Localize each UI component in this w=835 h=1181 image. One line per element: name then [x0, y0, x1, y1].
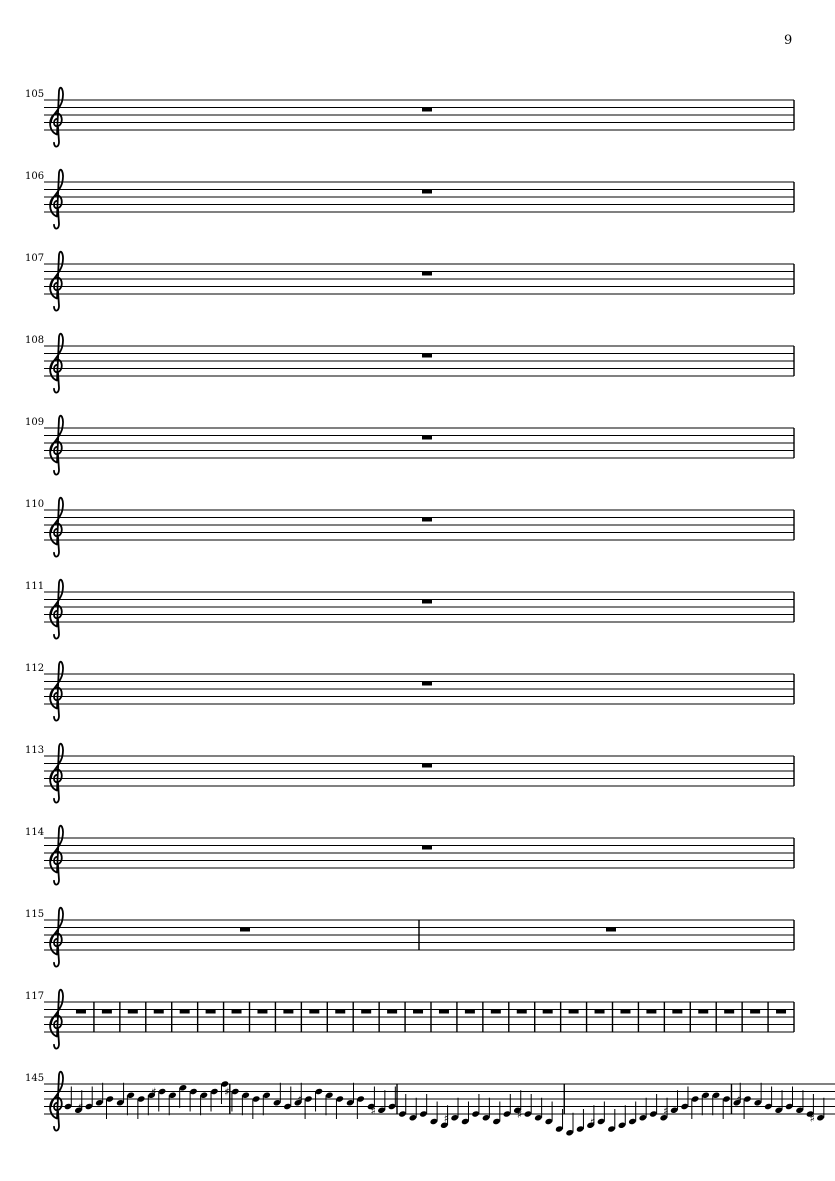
whole-rest-icon: [128, 1010, 138, 1014]
whole-rest-icon: [309, 1010, 319, 1014]
whole-rest-icon: [102, 1010, 112, 1014]
whole-rest-icon: [569, 1010, 579, 1014]
whole-rest-icon: [422, 272, 432, 276]
whole-rest-icon: [750, 1010, 760, 1014]
staff-system: [44, 744, 794, 803]
measure-number: 113: [25, 745, 45, 756]
whole-rest-icon: [422, 436, 432, 440]
measure-number: 115: [25, 909, 45, 920]
whole-rest-icon: [240, 928, 250, 932]
whole-rest-icon: [206, 1010, 216, 1014]
whole-rest-icon: [465, 1010, 475, 1014]
sharp-icon: ♯: [370, 1104, 376, 1118]
staff-system: [44, 826, 794, 885]
measure-number: 109: [25, 417, 45, 428]
measure-number: 117: [25, 991, 45, 1002]
whole-rest-icon: [180, 1010, 190, 1014]
staff-system: [44, 990, 794, 1049]
sharp-icon: ♯: [809, 1111, 815, 1125]
sharp-icon: ♯: [736, 1093, 742, 1106]
whole-rest-icon: [387, 1010, 397, 1014]
staff-system: [44, 252, 794, 311]
staff-system: [44, 498, 794, 557]
staff-system: [44, 334, 794, 393]
whole-rest-icon: [422, 600, 432, 604]
staff-system: [44, 88, 794, 147]
whole-rest-icon: [517, 1010, 527, 1014]
whole-rest-icon: [422, 190, 432, 194]
whole-rest-icon: [595, 1010, 605, 1014]
treble-clef-icon: [50, 990, 63, 1049]
sharp-icon: ♯: [663, 1104, 669, 1118]
treble-clef-icon: [50, 88, 63, 147]
whole-rest-icon: [724, 1010, 734, 1014]
measure-number: 105: [25, 89, 45, 100]
treble-clef-icon: [50, 334, 63, 393]
staff-system: [44, 580, 794, 639]
whole-rest-icon: [620, 1010, 630, 1014]
whole-rest-icon: [491, 1010, 501, 1014]
sharp-icon: ♯: [516, 1108, 523, 1121]
sharp-icon: ♯: [443, 1111, 450, 1125]
whole-rest-icon: [76, 1010, 86, 1014]
measure-number: 106: [25, 171, 45, 182]
whole-rest-icon: [646, 1010, 656, 1014]
whole-rest-icon: [543, 1010, 553, 1014]
staff-system: [44, 416, 794, 475]
treble-clef-icon: [50, 252, 63, 311]
treble-clef-icon: [50, 498, 63, 557]
treble-clef-icon: [50, 1072, 63, 1131]
staff-system: [44, 1072, 835, 1137]
whole-rest-icon: [776, 1010, 786, 1014]
whole-rest-icon: [154, 1010, 164, 1014]
whole-rest-icon: [257, 1010, 267, 1014]
page-number: 9: [784, 33, 793, 48]
whole-rest-icon: [283, 1010, 293, 1014]
whole-rest-icon: [413, 1010, 423, 1014]
measure-number: 112: [25, 663, 45, 674]
sharp-icon: ♯: [297, 1093, 303, 1106]
treble-clef-icon: [50, 170, 63, 229]
whole-rest-icon: [361, 1010, 371, 1014]
whole-rest-icon: [335, 1010, 345, 1014]
sharp-icon: ♯: [224, 1085, 230, 1099]
whole-rest-icon: [422, 846, 432, 850]
measure-number: 145: [25, 1073, 45, 1084]
measure-number: 108: [25, 335, 45, 346]
treble-clef-icon: [50, 826, 63, 885]
sharp-icon: ♯: [590, 1115, 596, 1129]
whole-rest-icon: [422, 354, 432, 358]
treble-clef-icon: [50, 580, 63, 639]
whole-rest-icon: [672, 1010, 682, 1014]
measure-number: 111: [25, 581, 45, 592]
treble-clef-icon: [50, 908, 63, 967]
whole-rest-icon: [698, 1010, 708, 1014]
treble-clef-icon: [50, 662, 63, 721]
staff-system: [44, 908, 794, 967]
treble-clef-icon: [50, 744, 63, 803]
measure-number: 110: [25, 499, 45, 510]
whole-rest-icon: [422, 764, 432, 768]
whole-rest-icon: [422, 518, 432, 522]
measure-number: 107: [25, 253, 45, 264]
measure-number: 114: [25, 827, 45, 838]
treble-clef-icon: [50, 416, 63, 475]
whole-rest-icon: [606, 928, 616, 932]
staff-system: [44, 662, 794, 721]
whole-rest-icon: [422, 108, 432, 112]
sharp-icon: ♯: [151, 1085, 157, 1099]
sharp-icon: ♯: [77, 1100, 84, 1114]
staff-system: [44, 170, 794, 229]
whole-rest-icon: [422, 682, 432, 686]
whole-rest-icon: [232, 1010, 242, 1014]
whole-rest-icon: [439, 1010, 449, 1014]
